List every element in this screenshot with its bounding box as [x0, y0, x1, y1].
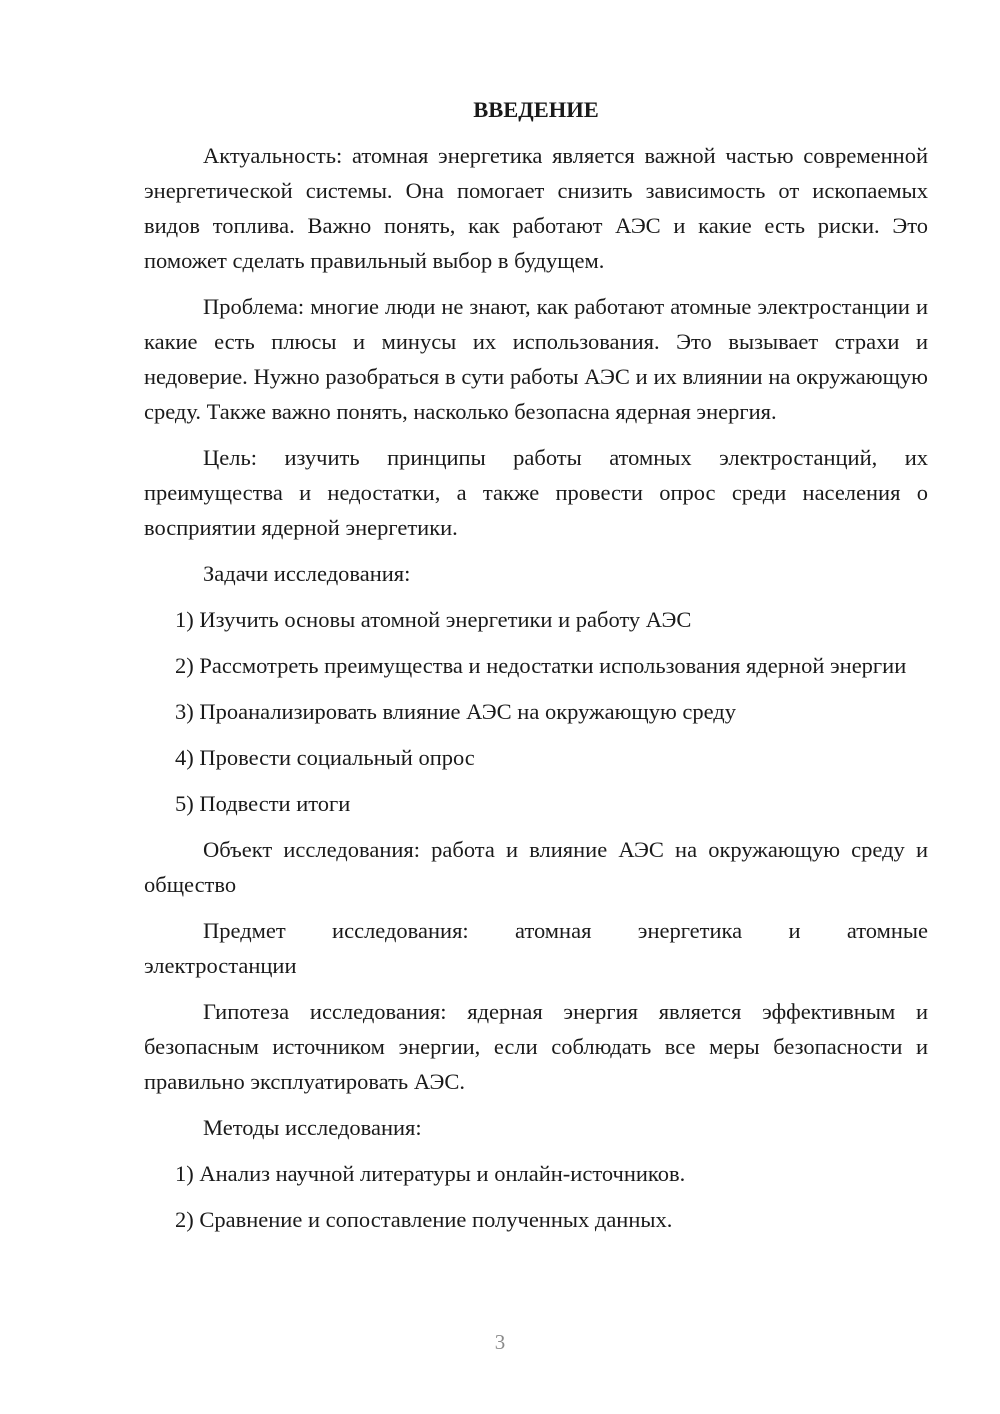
subject-line: Предмет исследования: атомная энергетика и атомные [203, 918, 928, 943]
section-title: ВВЕДЕНИЕ [473, 97, 599, 122]
task-item: 1) Изучить основы атомной энергетики и работу АЭС [175, 607, 692, 632]
task-item: 2) Рассмотреть преимущества и недостатки использования ядерной энергии [175, 653, 907, 678]
page-number: 3 [494, 1330, 506, 1354]
relevance-paragraph: Актуальность: атомная энергетика является важной частью современной энергетической системы. Она помогает снизить зависимость от ископаемых видов топлива. Важно понять, как работают АЭС и какие есть риски. Это поможет сделать правильный выбор в будущем. [144, 143, 928, 273]
hypothesis-paragraph: Гипотеза исследования: ядерная энергия является эффективным и безопасным источником энергии, если соблюдать все меры безопасности и правильно эксплуатировать АЭС. [144, 999, 928, 1094]
problem-paragraph: Проблема: многие люди не знают, как работают атомные электростанции и какие есть плюсы и минусы их использования. Это вызывает страхи и недоверие. Нужно разобраться в сути работы АЭС и их влиянии на окружающую среду. Также важно понять, насколько безопасна ядерная энергия. [144, 294, 928, 424]
document-page [144, 92, 928, 1248]
task-item: 5) Подвести итоги [175, 791, 351, 816]
subject-line: электростанции [144, 953, 297, 978]
method-item: 1) Анализ научной литературы и онлайн-источников. [175, 1161, 686, 1186]
task-item: 3) Проанализировать влияние АЭС на окружающую среду [175, 699, 737, 724]
goal-paragraph: Цель: изучить принципы работы атомных электростанций, их преимущества и недостатки, а также провести опрос среди населения о восприятии ядерной энергетики. [144, 445, 928, 540]
task-item: 4) Провести социальный опрос [175, 745, 475, 770]
tasks-heading: Задачи исследования: [203, 561, 411, 586]
object-paragraph: Объект исследования: работа и влияние АЭС на окружающую среду и общество [144, 837, 928, 897]
method-item: 2) Сравнение и сопоставление полученных данных. [175, 1207, 673, 1232]
methods-heading: Методы исследования: [203, 1115, 422, 1140]
subject-paragraph [144, 913, 928, 983]
